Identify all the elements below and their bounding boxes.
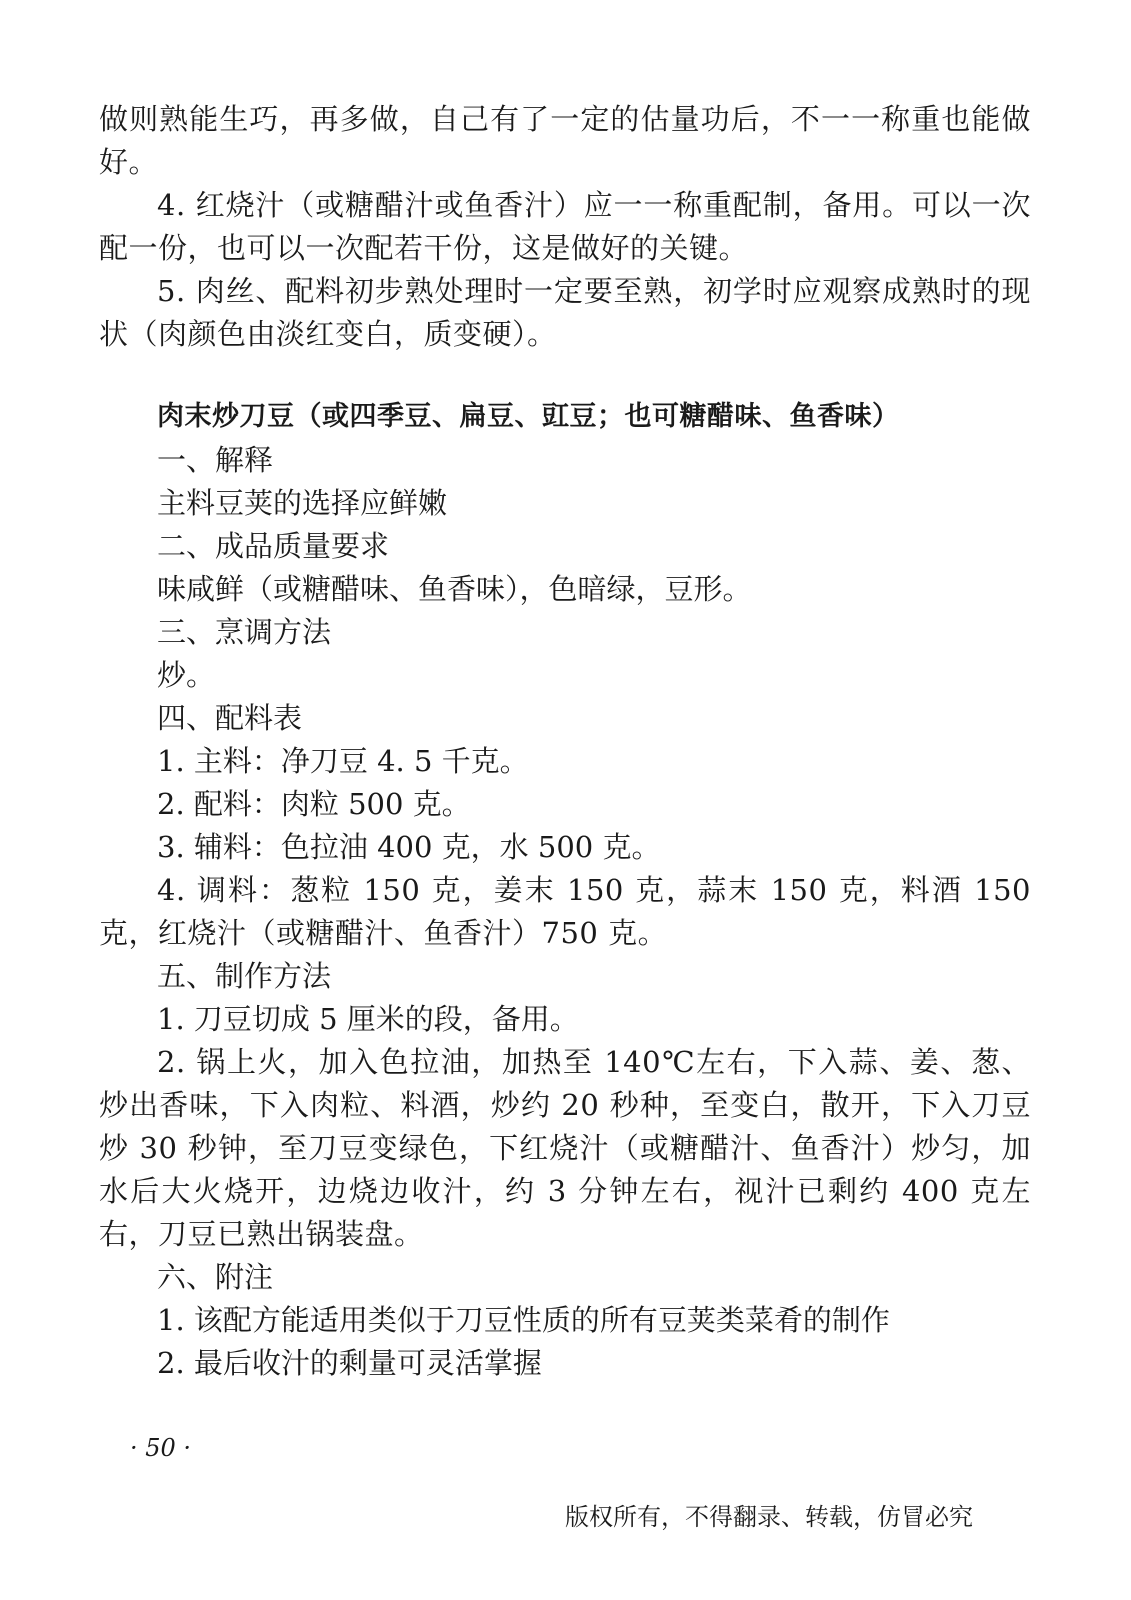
section-heading-method: 三、烹调方法 xyxy=(157,615,332,649)
section-heading-ingredients: 四、配料表 xyxy=(157,701,303,735)
section-heading-explanation: 一、解释 xyxy=(157,443,274,477)
note-item-5: 5. 肉丝、配料初步熟处理时一定要至熟，初学时应观察成熟时的现状（肉颜色由淡红变白，质变硬）。 xyxy=(99,274,1031,351)
previous-recipe-notes xyxy=(99,98,1031,356)
section-heading-quality: 二、成品质量要求 xyxy=(157,529,390,563)
page-number: · 50 · xyxy=(130,1434,192,1462)
ingredient-item: 3. 辅料：色拉油 400 克，水 500 克。 xyxy=(157,830,661,864)
section-heading-steps: 五、制作方法 xyxy=(157,959,332,993)
note-continuation: 做则熟能生巧，再多做，自己有了一定的估量功后，不一一称重也能做好。 xyxy=(99,102,1031,179)
note-item-4: 4. 红烧汁（或糖醋汁或鱼香汁）应一一称重配制，备用。可以一次配一份，也可以一次配若干份，这是做好的关键。 xyxy=(99,188,1031,265)
ingredient-item: 4. 调料：葱粒 150 克，姜末 150 克，蒜末 150 克，料酒 150 克，红烧汁（或糖醋汁、鱼香汁）750 克。 xyxy=(99,873,1031,950)
section-heading-notes: 六、附注 xyxy=(157,1260,274,1294)
recipe-title: 肉末炒刀豆（或四季豆、扁豆、豇豆；也可糖醋味、鱼香味） xyxy=(157,401,900,432)
note-item: 1. 该配方能适用类似于刀豆性质的所有豆荚类菜肴的制作 xyxy=(157,1303,890,1337)
method-text: 炒。 xyxy=(157,658,216,692)
step-item: 2. 锅上火，加入色拉油，加热至 140℃左右，下入蒜、姜、葱、炒出香味，下入肉粒、料酒，炒约 20 秒种，至变白，散开，下入刀豆炒 30 秒钟，至刀豆变绿色，下红烧汁（或糖醋汁、鱼香汁）炒匀，加水后大火烧开，边烧边收汁，约 3 分钟左右，视汁已剩约 400 克左右，刀豆已熟出锅装盘。 xyxy=(99,1045,1031,1251)
step-item: 1. 刀豆切成 5 厘米的段，备用。 xyxy=(157,1002,579,1036)
ingredient-item: 1. 主料：净刀豆 4. 5 千克。 xyxy=(157,744,529,778)
copyright-notice: 版权所有，不得翻录、转载，仿冒必究 xyxy=(565,1503,973,1531)
quality-text: 味咸鲜（或糖醋味、鱼香味），色暗绿，豆形。 xyxy=(157,572,752,606)
explanation-text: 主料豆荚的选择应鲜嫩 xyxy=(157,486,448,520)
recipe-section xyxy=(99,395,1031,1385)
note-item: 2. 最后收汁的剩量可灵活掌握 xyxy=(157,1346,542,1380)
ingredient-item: 2. 配料：肉粒 500 克。 xyxy=(157,787,471,821)
